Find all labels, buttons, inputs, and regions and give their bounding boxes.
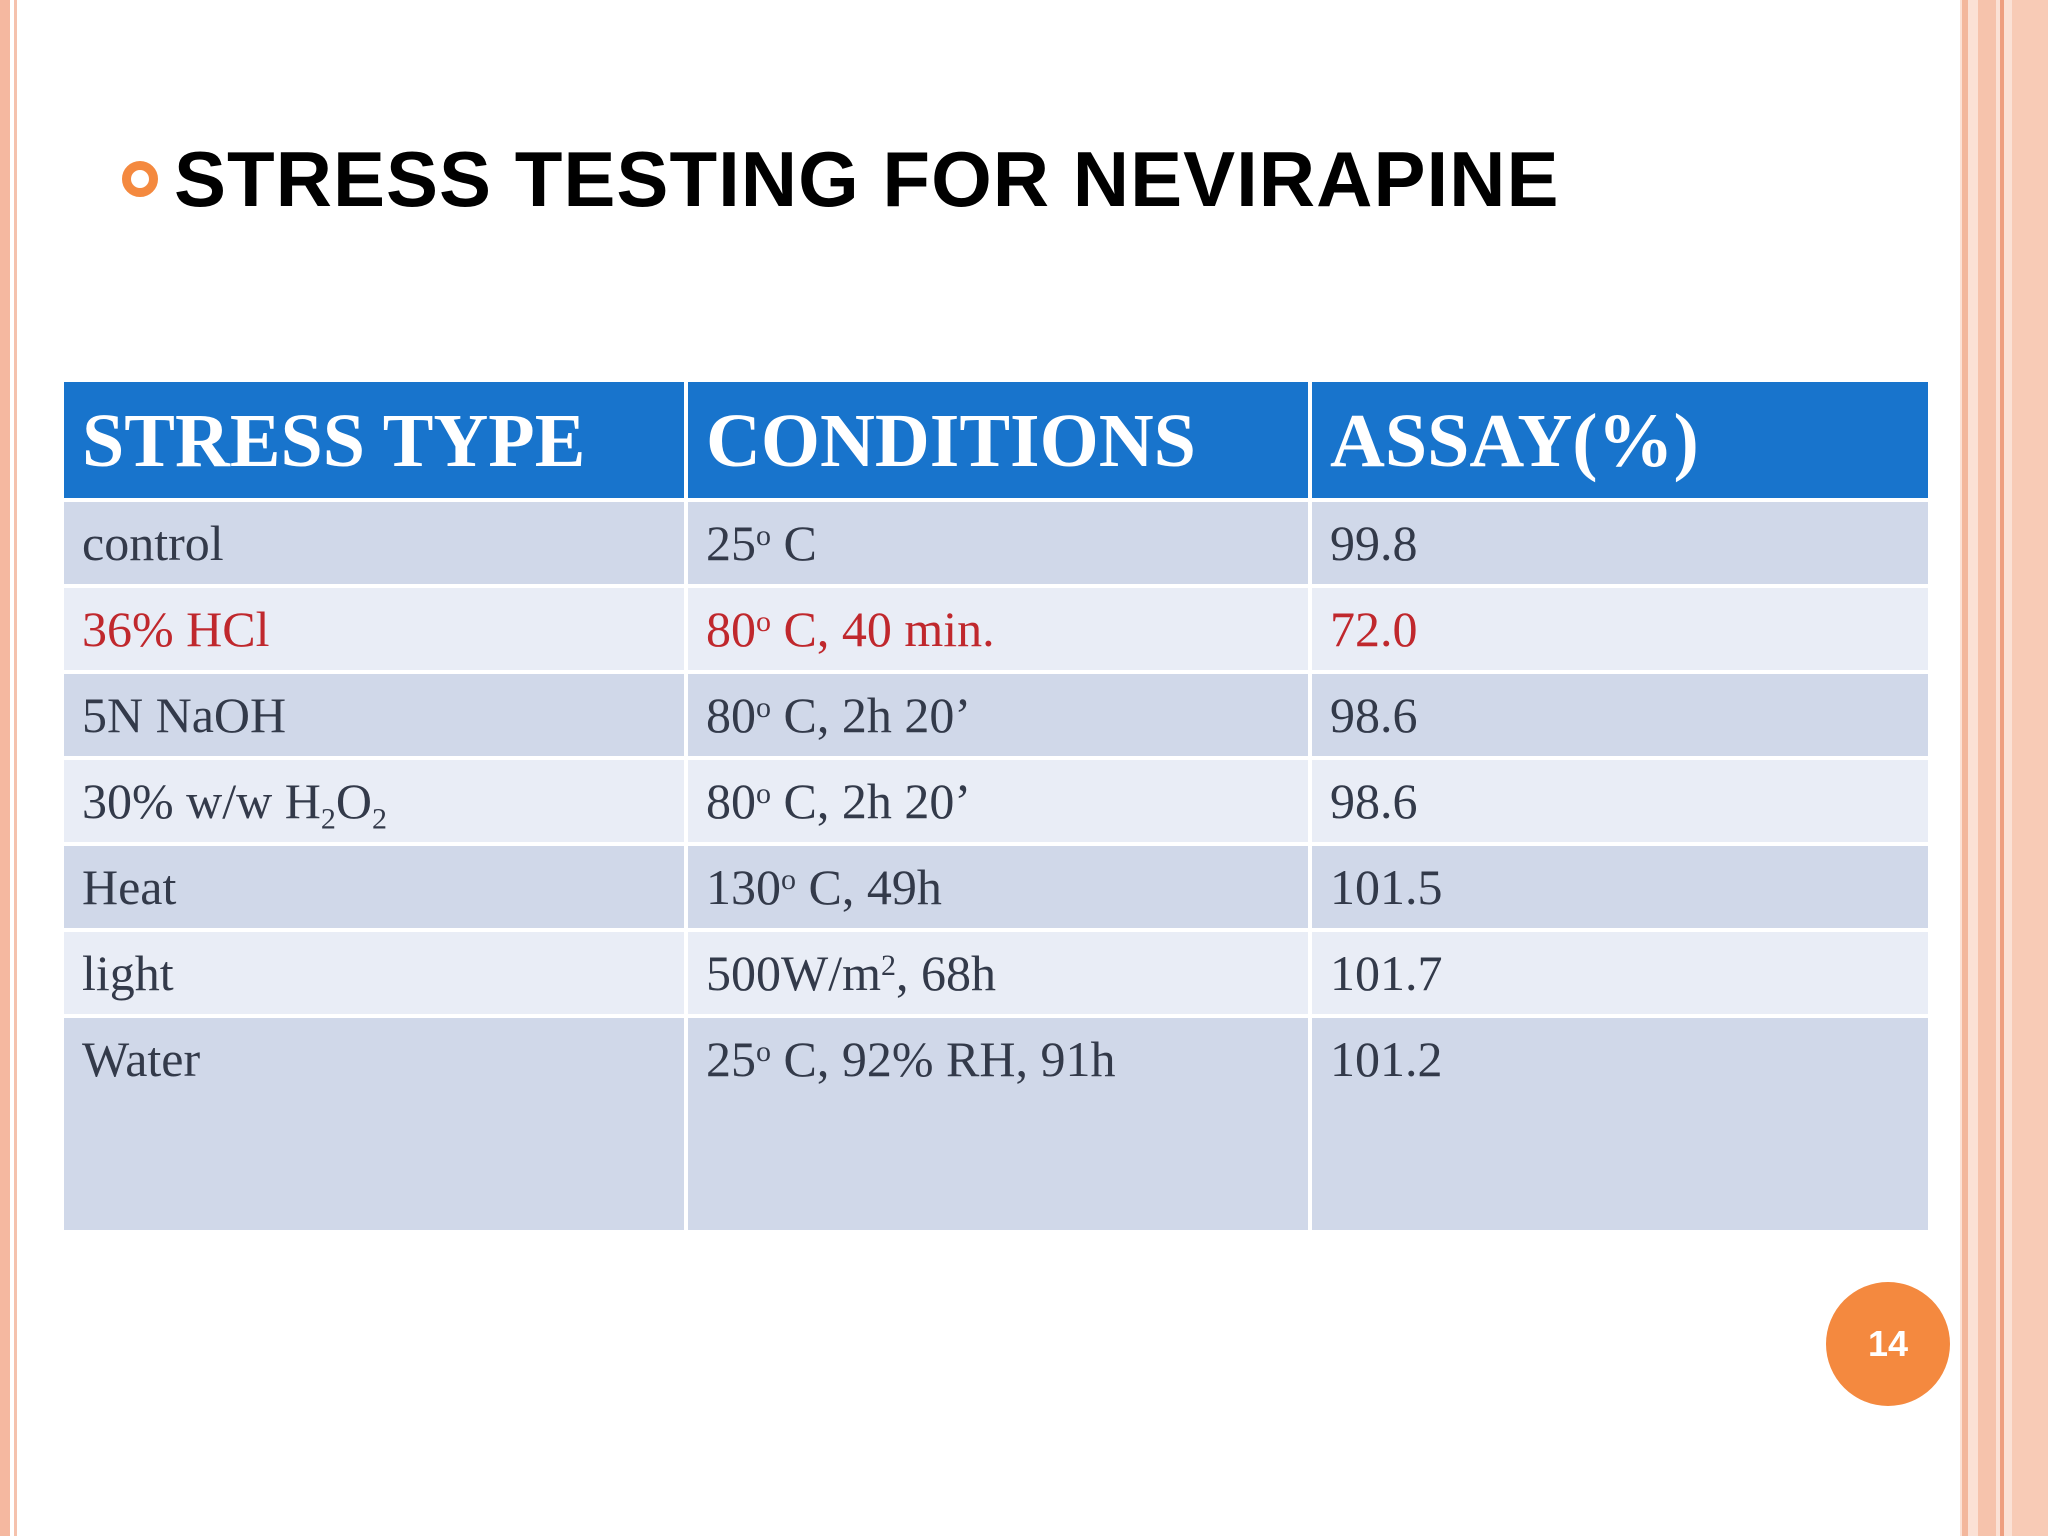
cell-assay: 101.7 [1310,930,1930,1016]
cell-stress-type: control [62,500,686,586]
header-conditions: CONDITIONS [686,380,1310,500]
page-number-badge: 14 [1826,1282,1950,1406]
cell-assay: 99.8 [1310,500,1930,586]
cell-stress-type: 5N NaOH [62,672,686,758]
title-row [122,135,1560,223]
table-header-row [62,380,1930,500]
cell-conditions: 130$^o$ C, 49h [686,844,1310,930]
slide-title: STRESS TESTING FOR NEVIRAPINE [174,135,1560,223]
right-border-stripe [2012,0,2048,1536]
cell-assay: 72.0 [1310,586,1930,672]
table-row [62,844,1930,930]
table-row [62,1016,1930,1232]
cell-assay: 101.5 [1310,844,1930,930]
left-border-line [14,0,17,1536]
table-row-highlighted [62,586,1930,672]
left-border-stripe [0,0,10,1536]
stress-testing-table [60,378,1932,1234]
header-assay: ASSAY(%) [1310,380,1930,500]
table-row [62,758,1930,844]
cell-assay: 98.6 [1310,672,1930,758]
right-border-stripe [1978,0,1996,1536]
cell-stress-type: Heat [62,844,686,930]
cell-stress-type: Water [62,1016,686,1232]
table-row [62,500,1930,586]
table-row [62,930,1930,1016]
cell-stress-type: 30% w/w $H_2O_2$ [62,758,686,844]
cell-assay: 101.2 [1310,1016,1930,1232]
cell-assay: 98.6 [1310,758,1930,844]
header-stress-type: STRESS TYPE [62,380,686,500]
cell-conditions: 80$^o$ C, 2h 20’ [686,758,1310,844]
cell-conditions: $500W/m^2$, 68h [686,930,1310,1016]
right-border-stripe [1962,0,1968,1536]
cell-conditions: 25$^o$ C, 92% RH, 91h [686,1016,1310,1232]
cell-conditions: 25$^o$ C [686,500,1310,586]
table-row [62,672,1930,758]
cell-stress-type: 36% HCl [62,586,686,672]
cell-conditions: 80$^o$ C, 2h 20’ [686,672,1310,758]
cell-stress-type: light [62,930,686,1016]
right-border-stripe [2000,0,2004,1536]
bullet-ring-icon [122,161,158,197]
cell-conditions: 80$^o$ C, 40 min. [686,586,1310,672]
